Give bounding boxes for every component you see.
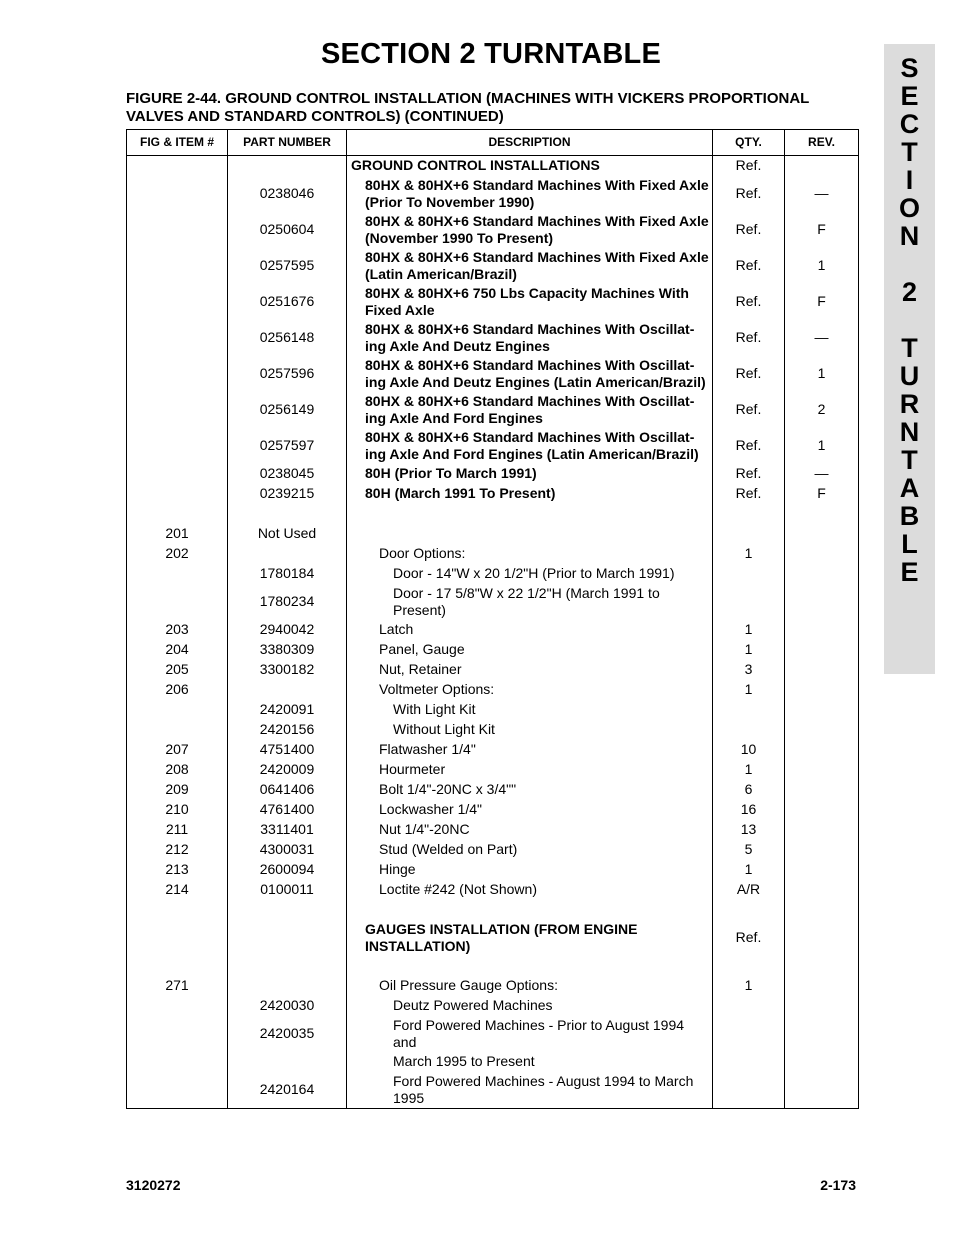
cell-fig-item — [127, 428, 228, 464]
parts-table-body — [127, 156, 859, 1109]
cell-description: Voltmeter Options: — [347, 680, 713, 700]
cell-fig-item: 211 — [127, 820, 228, 840]
side-tab-letter: T — [901, 445, 918, 475]
cell-fig-item — [127, 212, 228, 248]
cell-description: 80HX & 80HX+6 Standard Machines With Oscillat-ing Axle And Ford Engines (Latin American/Brazil) — [347, 428, 713, 464]
table-row — [127, 1052, 859, 1072]
cell-fig-item: 203 — [127, 620, 228, 640]
spacer-cell — [713, 504, 785, 524]
cell-description: 80HX & 80HX+6 750 Lbs Capacity Machines With Fixed Axle — [347, 284, 713, 320]
cell-part-number: 0256149 — [228, 392, 347, 428]
cell-rev — [785, 740, 859, 760]
table-row — [127, 392, 859, 428]
cell-qty: Ref. — [713, 284, 785, 320]
cell-description: 80H (March 1991 To Present) — [347, 484, 713, 504]
cell-fig-item — [127, 356, 228, 392]
table-header-row — [127, 130, 859, 156]
cell-part-number: 1780234 — [228, 584, 347, 620]
side-tab-letter: B — [899, 501, 920, 531]
header-qty: QTY. — [713, 130, 785, 156]
table-row — [127, 356, 859, 392]
cell-rev — [785, 1072, 859, 1109]
header-fig-item: FIG & ITEM # — [127, 130, 228, 156]
cell-description: Door - 17 5/8"W x 22 1/2"H (March 1991 to Present) — [347, 584, 713, 620]
cell-fig-item — [127, 1052, 228, 1072]
cell-rev: 2 — [785, 392, 859, 428]
table-row — [127, 680, 859, 700]
cell-rev: 1 — [785, 428, 859, 464]
table-row — [127, 1016, 859, 1052]
cell-description: Oil Pressure Gauge Options: — [347, 976, 713, 996]
cell-part-number: 3380309 — [228, 640, 347, 660]
cell-fig-item: 209 — [127, 780, 228, 800]
table-row — [127, 212, 859, 248]
cell-description: Hourmeter — [347, 760, 713, 780]
table-row — [127, 920, 859, 956]
cell-qty: Ref. — [713, 392, 785, 428]
header-part-number: PART NUMBER — [228, 130, 347, 156]
table-row — [127, 584, 859, 620]
cell-fig-item: 213 — [127, 860, 228, 880]
spacer-cell — [713, 956, 785, 976]
cell-part-number: 0251676 — [228, 284, 347, 320]
cell-description: Door - 14"W x 20 1/2"H (Prior to March 1991) — [347, 564, 713, 584]
cell-description: Latch — [347, 620, 713, 640]
cell-description: Lockwasher 1/4" — [347, 800, 713, 820]
cell-qty: 1 — [713, 760, 785, 780]
table-row — [127, 996, 859, 1016]
section-title: SECTION 2 TURNTABLE — [321, 38, 661, 70]
cell-fig-item — [127, 392, 228, 428]
table-row — [127, 740, 859, 760]
cell-fig-item — [127, 1072, 228, 1109]
cell-description: Nut 1/4"-20NC — [347, 820, 713, 840]
spacer-cell — [228, 504, 347, 524]
cell-rev: — — [785, 464, 859, 484]
side-tab-letter: T — [901, 333, 918, 363]
cell-qty: Ref. — [713, 920, 785, 956]
table-spacer-row — [127, 900, 859, 920]
header-description: DESCRIPTION — [347, 130, 713, 156]
cell-part-number: 2600094 — [228, 860, 347, 880]
cell-fig-item: 205 — [127, 660, 228, 680]
table-row — [127, 800, 859, 820]
cell-rev: 1 — [785, 356, 859, 392]
table-row — [127, 820, 859, 840]
cell-rev — [785, 640, 859, 660]
cell-rev: F — [785, 484, 859, 504]
cell-fig-item — [127, 284, 228, 320]
cell-fig-item — [127, 996, 228, 1016]
cell-part-number: 0641406 — [228, 780, 347, 800]
cell-fig-item — [127, 320, 228, 356]
cell-description: With Light Kit — [347, 700, 713, 720]
side-tab-letter: O — [898, 193, 920, 223]
spacer-cell — [347, 504, 713, 524]
cell-qty: Ref. — [713, 156, 785, 176]
spacer-cell — [347, 900, 713, 920]
cell-qty: 16 — [713, 800, 785, 820]
cell-fig-item — [127, 720, 228, 740]
cell-description: March 1995 to Present — [347, 1052, 713, 1072]
cell-part-number: 0239215 — [228, 484, 347, 504]
side-tab-letter: L — [901, 529, 918, 559]
cell-part-number: 2420009 — [228, 760, 347, 780]
cell-rev — [785, 860, 859, 880]
cell-rev — [785, 1016, 859, 1052]
table-row — [127, 524, 859, 544]
cell-description — [347, 524, 713, 544]
cell-part-number: 2420164 — [228, 1072, 347, 1109]
cell-rev — [785, 700, 859, 720]
table-row — [127, 660, 859, 680]
cell-qty: 1 — [713, 680, 785, 700]
cell-qty: Ref. — [713, 484, 785, 504]
table-spacer-row — [127, 504, 859, 524]
cell-description: Deutz Powered Machines — [347, 996, 713, 1016]
cell-qty — [713, 720, 785, 740]
cell-part-number: 1780184 — [228, 564, 347, 584]
cell-rev — [785, 620, 859, 640]
cell-description: Bolt 1/4"-20NC x 3/4"" — [347, 780, 713, 800]
table-row — [127, 620, 859, 640]
table-row — [127, 544, 859, 564]
parts-table — [126, 129, 859, 1109]
figure-caption: FIGURE 2-44. GROUND CONTROL INSTALLATION (MACHINES WITH VICKERS PROPORTIONAL VALVES AND STANDARD CONTROLS) (CONTINUED) — [126, 90, 810, 125]
cell-qty: 1 — [713, 544, 785, 564]
cell-qty: Ref. — [713, 464, 785, 484]
cell-rev: F — [785, 284, 859, 320]
cell-part-number: 0256148 — [228, 320, 347, 356]
cell-rev: F — [785, 212, 859, 248]
cell-qty: Ref. — [713, 320, 785, 356]
spacer-cell — [713, 900, 785, 920]
side-tab-letter: E — [900, 81, 919, 111]
table-row — [127, 760, 859, 780]
table-row — [127, 840, 859, 860]
spacer-cell — [127, 956, 228, 976]
cell-part-number: 0238045 — [228, 464, 347, 484]
side-tab-letter: N — [899, 221, 920, 251]
table-row — [127, 1072, 859, 1109]
table-row — [127, 700, 859, 720]
side-tab-letter: T — [901, 137, 918, 167]
cell-rev — [785, 524, 859, 544]
side-tab-letter: I — [905, 165, 914, 195]
table-row — [127, 176, 859, 212]
cell-fig-item — [127, 584, 228, 620]
cell-part-number: 2420156 — [228, 720, 347, 740]
cell-part-number: 0257596 — [228, 356, 347, 392]
table-row — [127, 464, 859, 484]
table-spacer-row — [127, 956, 859, 976]
cell-description: 80HX & 80HX+6 Standard Machines With Fixed Axle (Latin American/Brazil) — [347, 248, 713, 284]
cell-fig-item: 206 — [127, 680, 228, 700]
cell-fig-item: 208 — [127, 760, 228, 780]
spacer-cell — [785, 900, 859, 920]
cell-rev: — — [785, 320, 859, 356]
cell-rev — [785, 840, 859, 860]
cell-part-number: 0257595 — [228, 248, 347, 284]
spacer-cell — [347, 956, 713, 976]
cell-part-number: 3311401 — [228, 820, 347, 840]
spacer-cell — [127, 504, 228, 524]
cell-part-number: 2420035 — [228, 1016, 347, 1052]
cell-fig-item — [127, 156, 228, 176]
side-tab-letter: U — [899, 361, 920, 391]
cell-rev — [785, 920, 859, 956]
cell-rev — [785, 976, 859, 996]
table-row — [127, 976, 859, 996]
cell-qty: Ref. — [713, 356, 785, 392]
cell-part-number: 0250604 — [228, 212, 347, 248]
cell-fig-item: 214 — [127, 880, 228, 900]
cell-qty: Ref. — [713, 428, 785, 464]
cell-rev — [785, 544, 859, 564]
cell-qty — [713, 1052, 785, 1072]
spacer-cell — [228, 956, 347, 976]
table-row — [127, 720, 859, 740]
cell-fig-item — [127, 564, 228, 584]
cell-part-number — [228, 976, 347, 996]
cell-description: Nut, Retainer — [347, 660, 713, 680]
side-tab-letter: E — [900, 557, 919, 587]
table-row — [127, 564, 859, 584]
spacer-cell — [785, 956, 859, 976]
cell-qty: 5 — [713, 840, 785, 860]
cell-qty — [713, 584, 785, 620]
cell-rev — [785, 800, 859, 820]
cell-fig-item — [127, 176, 228, 212]
cell-description: 80H (Prior To March 1991) — [347, 464, 713, 484]
cell-qty: 13 — [713, 820, 785, 840]
cell-part-number: 4751400 — [228, 740, 347, 760]
spacer-cell — [785, 504, 859, 524]
cell-description: Panel, Gauge — [347, 640, 713, 660]
cell-rev — [785, 564, 859, 584]
cell-part-number: 3300182 — [228, 660, 347, 680]
cell-fig-item — [127, 248, 228, 284]
cell-qty: Ref. — [713, 248, 785, 284]
side-tab-letter: 2 — [901, 277, 918, 307]
cell-rev — [785, 584, 859, 620]
cell-qty: A/R — [713, 880, 785, 900]
document-number: 3120272 — [126, 1177, 181, 1193]
cell-description: Without Light Kit — [347, 720, 713, 740]
table-row — [127, 860, 859, 880]
cell-rev — [785, 720, 859, 740]
cell-description: Hinge — [347, 860, 713, 880]
cell-fig-item: 207 — [127, 740, 228, 760]
cell-rev — [785, 996, 859, 1016]
cell-description: Flatwasher 1/4" — [347, 740, 713, 760]
table-row — [127, 484, 859, 504]
table-row — [127, 640, 859, 660]
cell-rev — [785, 680, 859, 700]
cell-part-number: Not Used — [228, 524, 347, 544]
side-tab-letter: N — [899, 417, 920, 447]
cell-description: GROUND CONTROL INSTALLATIONS — [347, 156, 713, 176]
page-number: 2-173 — [820, 1177, 856, 1193]
table-row — [127, 284, 859, 320]
cell-part-number — [228, 680, 347, 700]
cell-description: 80HX & 80HX+6 Standard Machines With Oscillat-ing Axle And Ford Engines — [347, 392, 713, 428]
cell-qty: 1 — [713, 860, 785, 880]
cell-description: Ford Powered Machines - Prior to August 1994 and — [347, 1016, 713, 1052]
cell-fig-item — [127, 700, 228, 720]
cell-qty — [713, 996, 785, 1016]
cell-part-number: 0238046 — [228, 176, 347, 212]
cell-part-number — [228, 544, 347, 564]
cell-fig-item: 201 — [127, 524, 228, 544]
cell-description: 80HX & 80HX+6 Standard Machines With Oscillat-ing Axle And Deutz Engines (Latin American/Brazil) — [347, 356, 713, 392]
cell-rev — [785, 660, 859, 680]
cell-part-number: 0257597 — [228, 428, 347, 464]
cell-description: GAUGES INSTALLATION (FROM ENGINE INSTALLATION) — [347, 920, 713, 956]
table-row — [127, 320, 859, 356]
table-row — [127, 428, 859, 464]
table-row — [127, 156, 859, 176]
side-tab-letter: S — [900, 53, 919, 83]
cell-fig-item: 204 — [127, 640, 228, 660]
cell-fig-item — [127, 1016, 228, 1052]
cell-fig-item: 210 — [127, 800, 228, 820]
cell-part-number: 2420030 — [228, 996, 347, 1016]
cell-part-number: 0100011 — [228, 880, 347, 900]
cell-qty: 1 — [713, 976, 785, 996]
cell-rev — [785, 780, 859, 800]
cell-qty — [713, 564, 785, 584]
cell-part-number: 4761400 — [228, 800, 347, 820]
header-rev: REV. — [785, 130, 859, 156]
cell-fig-item — [127, 464, 228, 484]
side-tab-letters — [884, 54, 935, 586]
spacer-cell — [127, 900, 228, 920]
cell-rev — [785, 1052, 859, 1072]
cell-description: 80HX & 80HX+6 Standard Machines With Fixed Axle (November 1990 To Present) — [347, 212, 713, 248]
cell-qty: Ref. — [713, 212, 785, 248]
cell-part-number — [228, 156, 347, 176]
cell-rev: 1 — [785, 248, 859, 284]
cell-qty — [713, 524, 785, 544]
cell-description: Stud (Welded on Part) — [347, 840, 713, 860]
cell-part-number: 2420091 — [228, 700, 347, 720]
cell-qty: Ref. — [713, 176, 785, 212]
cell-qty: 10 — [713, 740, 785, 760]
side-tab-letter: A — [899, 473, 920, 503]
cell-fig-item — [127, 484, 228, 504]
cell-rev — [785, 880, 859, 900]
cell-part-number: 2940042 — [228, 620, 347, 640]
cell-part-number — [228, 1052, 347, 1072]
cell-qty: 1 — [713, 620, 785, 640]
cell-qty — [713, 700, 785, 720]
cell-part-number: 4300031 — [228, 840, 347, 860]
cell-rev — [785, 760, 859, 780]
side-tab-letter: C — [899, 109, 920, 139]
cell-qty — [713, 1072, 785, 1109]
cell-description: Ford Powered Machines - August 1994 to March 1995 — [347, 1072, 713, 1109]
cell-rev — [785, 820, 859, 840]
cell-fig-item: 271 — [127, 976, 228, 996]
cell-fig-item — [127, 920, 228, 956]
cell-fig-item: 212 — [127, 840, 228, 860]
spacer-cell — [228, 900, 347, 920]
side-tab-letter: R — [899, 389, 920, 419]
cell-description: Door Options: — [347, 544, 713, 564]
cell-description: 80HX & 80HX+6 Standard Machines With Oscillat-ing Axle And Deutz Engines — [347, 320, 713, 356]
cell-part-number — [228, 920, 347, 956]
cell-qty: 3 — [713, 660, 785, 680]
cell-rev: — — [785, 176, 859, 212]
cell-qty: 1 — [713, 640, 785, 660]
cell-qty — [713, 1016, 785, 1052]
cell-rev — [785, 156, 859, 176]
cell-description: Loctite #242 (Not Shown) — [347, 880, 713, 900]
table-row — [127, 880, 859, 900]
cell-description: 80HX & 80HX+6 Standard Machines With Fixed Axle (Prior To November 1990) — [347, 176, 713, 212]
cell-qty: 6 — [713, 780, 785, 800]
cell-fig-item: 202 — [127, 544, 228, 564]
table-row — [127, 248, 859, 284]
table-row — [127, 780, 859, 800]
section-side-tab — [884, 44, 935, 674]
